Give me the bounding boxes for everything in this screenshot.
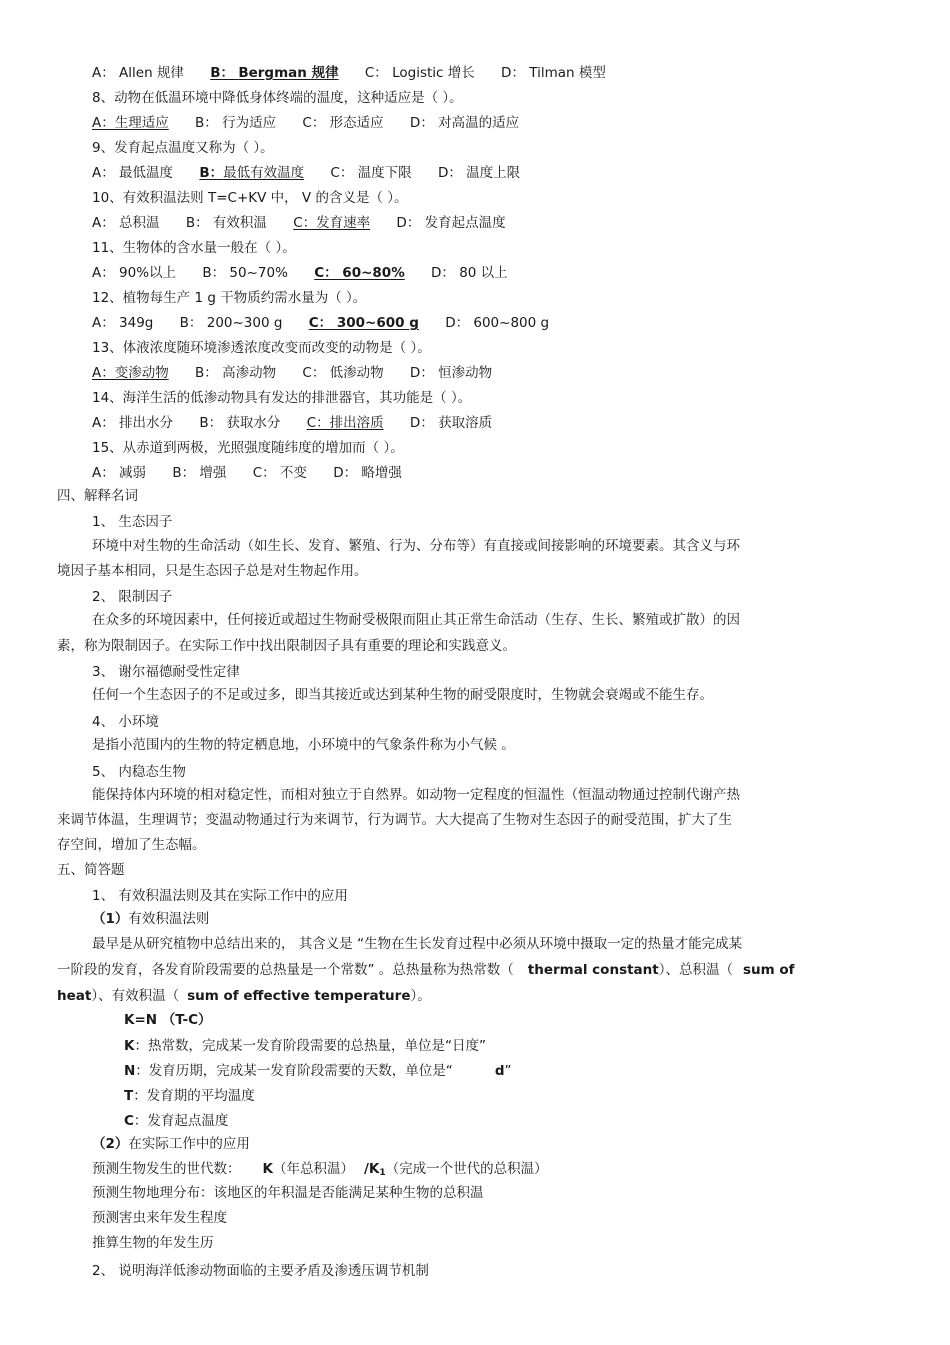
q12-options bbox=[92, 314, 549, 332]
q10-option-d: D： 发育起点温度 bbox=[396, 215, 506, 231]
q9-option-a: A： 最低温度 bbox=[92, 165, 174, 181]
rule-text-line-1: 最早是从研究植物中总结出来的， 其含义是 “生物在生长发育过程中必须从环境中摄取一定的热量才能完成某 bbox=[92, 936, 743, 952]
term-3-text: 任何一个生态因子的不足或过多，即当其接近或达到某种生物的耐受限度时，生物就会衰竭或不能生存。 bbox=[92, 687, 713, 703]
term-3-title: 3、 谢尔福德耐受性定律 bbox=[92, 664, 240, 680]
q11-option-d: D： 80 以上 bbox=[431, 265, 508, 281]
q9-option-b-answer: B：最低有效温度 bbox=[199, 165, 305, 181]
formula-k-definition: K：热常数，完成某一发育阶段需要的总热量，单位是“日度” bbox=[124, 1038, 486, 1054]
q9-option-d: D： 温度上限 bbox=[437, 165, 521, 181]
rule-text-line-3: heat）、有效积温（ sum of effective temperature）。 bbox=[57, 988, 431, 1004]
q12-option-a: A： 349g bbox=[92, 315, 154, 331]
q10-options bbox=[92, 214, 506, 232]
q13-stem: 13、体液浓度随环境渗透浓度改变而改变的动物是（ ）。 bbox=[92, 340, 431, 356]
q10-option-b: B： 有效积温 bbox=[185, 215, 267, 231]
q11-options bbox=[92, 264, 508, 282]
q8-option-a-answer: A：生理适应 bbox=[92, 115, 169, 131]
application-2: 预测生物地理分布：该地区的年积温是否能满足某种生物的总积温 bbox=[92, 1185, 484, 1201]
q8-option-b: B： 行为适应 bbox=[195, 115, 277, 131]
section-5-title: 五、简答题 bbox=[57, 862, 125, 878]
q8-options bbox=[92, 114, 519, 132]
rule-text-line-2: 一阶段的发育，各发育阶段需要的总热量是一个常数” 。总热量称为热常数（ thermal constant）、总积温（ sum of bbox=[57, 962, 795, 978]
term-1-title: 1、 生态因子 bbox=[92, 514, 173, 530]
subheading-1: （1）有效积温法则 bbox=[92, 911, 210, 927]
q15-option-c: C： 不变 bbox=[252, 465, 307, 481]
formula-t-definition: T：发育期的平均温度 bbox=[124, 1088, 255, 1104]
q12-option-c-answer: C： 300~600 g bbox=[308, 315, 419, 331]
q8-stem: 8、动物在低温环境中降低身体终端的温度，这种适应是（ ）。 bbox=[92, 90, 463, 106]
q8-option-d: D： 对高温的适应 bbox=[409, 115, 520, 131]
term-1-text-line-2: 境因子基本相同，只是生态因子总是对生物起作用。 bbox=[57, 563, 368, 579]
q14-option-a: A： 排出水分 bbox=[92, 415, 174, 431]
term-5-title: 5、 内稳态生物 bbox=[92, 764, 186, 780]
q9-stem: 9、发育起点温度又称为（ ）。 bbox=[92, 140, 274, 156]
q13-options bbox=[92, 364, 492, 382]
q7-option-c: C： Logistic 增长 bbox=[364, 65, 475, 81]
term-4-text: 是指小范围内的生物的特定栖息地，小环境中的气象条件称为小气候 。 bbox=[92, 737, 515, 753]
application-1: 预测生物发生的世代数： K（年总积温） $/K_1$（完成一个世代的总积温） bbox=[92, 1161, 548, 1178]
q11-option-c-answer: C： 60~80% bbox=[314, 265, 405, 281]
term-1-text-line-1: 环境中对生物的生命活动（如生长、发育、繁殖、行为、分布等）有直接或间接影响的环境要素。其含义与环 bbox=[92, 538, 740, 554]
formula-n-definition: N：发育历期，完成某一发育阶段需要的天数，单位是“ d” bbox=[124, 1063, 512, 1079]
q10-option-a: A： 总积温 bbox=[92, 215, 160, 231]
q15-option-b: B： 增强 bbox=[172, 465, 227, 481]
term-5-text-line-3: 存空间，增加了生态幅。 bbox=[57, 837, 206, 853]
formula-c-definition: C：发育起点温度 bbox=[124, 1113, 229, 1129]
q15-stem: 15、从赤道到两极，光照强度随纬度的增加而（ ）。 bbox=[92, 440, 404, 456]
q8-option-c: C： 形态适应 bbox=[302, 115, 384, 131]
q12-stem: 12、植物每生产 1 g 干物质约需水量为（ ）。 bbox=[92, 290, 367, 306]
q14-option-b: B： 获取水分 bbox=[199, 415, 281, 431]
q7-option-b-answer: B： Bergman 规律 bbox=[210, 65, 339, 81]
question-1-title: 1、 有效积温法则及其在实际工作中的应用 bbox=[92, 888, 348, 904]
q15-option-a-answer: A： 减弱 bbox=[92, 465, 147, 481]
term-5-text-line-1: 能保持体内环境的相对稳定性，而相对独立于自然界。如动物一定程度的恒温性（恒温动物通过控制代谢产热 bbox=[92, 787, 740, 803]
q13-option-a-answer: A：变渗动物 bbox=[92, 365, 169, 381]
q13-option-b: B： 高渗动物 bbox=[195, 365, 277, 381]
q12-option-b: B： 200~300 g bbox=[179, 315, 283, 331]
subheading-2: （2）在实际工作中的应用 bbox=[92, 1136, 250, 1152]
q11-option-a: A： 90%以上 bbox=[92, 265, 177, 281]
q7-option-a: A： Allen 规律 bbox=[92, 65, 184, 81]
q14-option-d: D： 获取溶质 bbox=[409, 415, 493, 431]
q10-stem: 10、有效积温法则 T=C+KV 中， V 的含义是（ ）。 bbox=[92, 190, 408, 206]
application-3: 预测害虫来年发生程度 bbox=[92, 1210, 227, 1226]
q11-option-b: B： 50~70% bbox=[202, 265, 288, 281]
q9-option-c: C： 温度下限 bbox=[330, 165, 412, 181]
section-4-title: 四、解释名词 bbox=[57, 488, 138, 504]
application-4: 推算生物的年发生历 bbox=[92, 1235, 214, 1251]
term-4-title: 4、 小环境 bbox=[92, 714, 159, 730]
q14-options bbox=[92, 414, 492, 432]
q15-option-d: D： 略增强 bbox=[333, 465, 402, 481]
q13-option-c: C： 低渗动物 bbox=[302, 365, 384, 381]
term-2-title: 2、 限制因子 bbox=[92, 589, 173, 605]
term-2-text-line-1: 在众多的环境因素中，任何接近或超过生物耐受极限而阻止其正常生命活动（生存、生长、繁殖或扩散）的因 bbox=[92, 612, 740, 628]
q12-option-d: D： 600~800 g bbox=[445, 315, 550, 331]
term-2-text-line-2: 素，称为限制因子。在实际工作中找出限制因子具有重要的理论和实践意义。 bbox=[57, 638, 516, 654]
q14-option-c-answer: C：排出溶质 bbox=[306, 415, 384, 431]
formula: K=N （T-C） bbox=[124, 1012, 212, 1028]
question-2-title: 2、 说明海洋低渗动物面临的主要矛盾及渗透压调节机制 bbox=[92, 1263, 429, 1279]
q7-options bbox=[92, 64, 606, 82]
q13-option-d: D： 恒渗动物 bbox=[409, 365, 493, 381]
q15-options bbox=[92, 464, 402, 482]
q11-stem: 11、生物体的含水量一般在（ ）。 bbox=[92, 240, 296, 256]
term-5-text-line-2: 来调节体温，生理调节；变温动物通过行为来调节，行为调节。大大提高了生物对生态因子的耐受范围，扩大了生 bbox=[57, 812, 732, 828]
q10-option-c-answer: C：发育速率 bbox=[293, 215, 371, 231]
q14-stem: 14、海洋生活的低渗动物具有发达的排泄器官，其功能是（ ）。 bbox=[92, 390, 472, 406]
q7-option-d: D： Tilman 模型 bbox=[501, 65, 606, 81]
q9-options bbox=[92, 164, 520, 182]
